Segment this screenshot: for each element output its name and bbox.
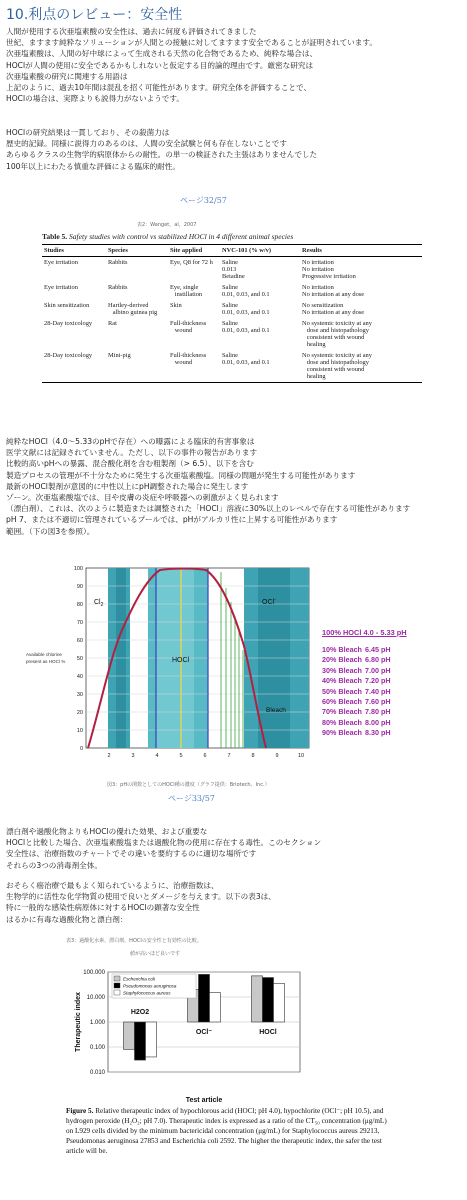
- fig3-ylabel-1: Available chlorine: [26, 652, 62, 657]
- fig3-legend-ph: 8.30 pH: [365, 728, 391, 738]
- fig3-legend-ph: 7.80 pH: [365, 707, 391, 717]
- fig3-legend-label: 90% Bleach: [322, 728, 362, 738]
- table-header-cell: Studies: [42, 245, 106, 257]
- svg-text:70: 70: [76, 620, 83, 626]
- text-line: 最新のHOCl製剤が意図的に中性以上にpH調整された場合に発生します: [6, 481, 249, 491]
- fig3-legend-ph: 7.20 pH: [365, 676, 391, 686]
- paragraph-therapeutic-intro: [6, 826, 462, 871]
- fig5-y-tick: 1.000: [89, 1020, 105, 1026]
- fig3-legend-header: 100% HOCl 4.0 - 5.33 pH: [322, 628, 407, 637]
- fig5-legend-label: Staphylococcus aureus: [123, 990, 171, 996]
- fig3-legend-item: [322, 718, 407, 728]
- fig5-legend-label: Escherichia coli: [123, 976, 155, 982]
- text-line: HOClの研究結果は一貫しており、その殺菌力は: [6, 128, 170, 137]
- page-title: 10.利点のレビュー：安全性: [6, 7, 183, 23]
- svg-text:20: 20: [76, 710, 83, 716]
- fig5-y-tick: 100.000: [83, 970, 105, 976]
- fig3-label-ocl: OCl-: [262, 597, 276, 606]
- text-line: 100年以上にわたる慎重な評価による臨床的耐性。: [6, 161, 180, 171]
- fig3-legend-item: [322, 728, 407, 738]
- table-cell: No sensitization No irritation at any dose: [302, 302, 365, 316]
- fig5-legend-swatch: [114, 990, 120, 995]
- fig5-bar: [199, 974, 210, 1022]
- table-5: [42, 232, 422, 383]
- fig3-legend-label: 40% Bleach: [322, 676, 362, 686]
- fig5-bar: [210, 993, 221, 1022]
- table-cell: Mini-pig: [106, 350, 168, 383]
- safety-studies-table: [42, 244, 422, 383]
- fig3-legend-item: [322, 645, 407, 655]
- table-cell: No irritation No irritation Progressive irritation: [302, 259, 356, 280]
- table-cell: Full-thickness wound: [168, 350, 220, 383]
- fig3-legend-item: [322, 697, 407, 707]
- table-header-cell: NVC-101 (% w/v): [220, 245, 300, 257]
- table-cell: Rabbits: [108, 259, 128, 266]
- fig5-y-tick: 10.000: [86, 995, 105, 1001]
- fig3-y-ticks: [74, 566, 83, 752]
- text-line: pH 7、または不適切に管理されているプールでは、pHがアルカリ性に上昇する可能性があります: [6, 515, 338, 525]
- table-cell: Skin: [170, 302, 182, 309]
- fig5-caption: [66, 1106, 394, 1156]
- fig3-label-hocl: HOCl: [172, 657, 190, 664]
- fig5-y-label: Therapeutic index: [75, 992, 82, 1052]
- fig5-x-label: Test article: [185, 1097, 223, 1102]
- fig5-y-tick: 0.010: [89, 1070, 105, 1076]
- text-line: 次亜塩素酸の研究に関連する用語は: [6, 71, 128, 81]
- fig3-legend-label: 30% Bleach: [322, 665, 362, 675]
- fig5-category-label: H2O2: [130, 1009, 150, 1016]
- fig5-category-label: HOCl: [259, 1029, 277, 1036]
- text-line: 安全性は、治療指数のチャートでその違いを要約するのに適切な場所です: [6, 849, 257, 859]
- table-row: [42, 318, 422, 350]
- svg-text:60: 60: [76, 638, 83, 644]
- table-cell: Skin sensitization: [44, 302, 90, 309]
- text-line: 歴史的記録。同様に説得力のあるのは、人間の安全試験と何も存在しないことです: [6, 139, 287, 149]
- svg-text:10: 10: [76, 728, 83, 734]
- svg-text:2: 2: [107, 753, 111, 759]
- table-cell: Eye, single instillation: [170, 284, 203, 298]
- fig3-legend-label: 60% Bleach: [322, 697, 362, 707]
- table-cell: Saline 0.01, 0.03, and 0.1: [220, 350, 300, 383]
- paragraph-safety-history: [6, 26, 462, 104]
- fig5-category-label: OCl⁻: [195, 1029, 213, 1036]
- svg-text:80: 80: [76, 602, 83, 608]
- paragraph-therapeutic-index: [6, 880, 462, 925]
- fig5-y-tick: 0.100: [89, 1045, 105, 1051]
- table-5-title-text: Safety studies with control vs stabilized HOCl in 4 different animal species: [69, 232, 294, 241]
- text-line: 生物学的に活性な化学物質の使用で良いとダメージを与えます。以下の表3は、: [6, 892, 276, 902]
- text-line: あらゆるクラスの生物学的病原体からの耐性。の単一の検証された主張はありませんでした: [6, 150, 318, 160]
- table-cell: 28-Day toxicology: [44, 320, 93, 327]
- fig5-caption-label: Figure 5.: [66, 1107, 94, 1115]
- table-cell: Saline 0.013 Betadine: [222, 259, 245, 280]
- fig3-legend-item: [322, 676, 407, 686]
- fig5-legend-label: Pseudomonas aeruginosa: [123, 983, 177, 989]
- table-cell: Eye irritation: [44, 259, 78, 266]
- table-cell: Saline 0.01, 0.03, and 0.1: [222, 284, 270, 298]
- table-cell: 28-Day toxicology: [42, 350, 106, 383]
- table-cell: Rabbits: [108, 284, 128, 291]
- fig3-legend-label: 20% Bleach: [322, 655, 362, 665]
- svg-text:4: 4: [155, 753, 159, 759]
- text-line: HOClの場合は、実際よりも説得力がないようです。: [6, 94, 184, 104]
- table-cell: Hartley-derived albino guinea pig: [108, 302, 158, 316]
- table-row: [42, 350, 422, 383]
- table-row: [42, 300, 422, 318]
- fig3-legend-ph: 6.45 pH: [365, 645, 391, 654]
- table-cell: No systemic toxicity at any dose and histopathology consistent with wound healing: [302, 320, 372, 348]
- table-cell: Eye, Q8 for 72 h: [170, 259, 213, 266]
- text-line: 世紀、ますます純粋なソリューションが人間との接触に対してますます安全であることが証明されています。: [6, 38, 377, 48]
- fig5-bar: [274, 983, 285, 1022]
- fig5-bar: [263, 978, 274, 1022]
- fig3-legend-ph: 7.60 pH: [365, 697, 391, 707]
- fig3-legend-ph: 6.80 pH: [365, 655, 391, 665]
- text-line: 特に一般的な感染性病原体に対するHOClの顕著な安全性: [6, 903, 200, 913]
- svg-text:0: 0: [79, 746, 83, 752]
- text-line: おそらく癌治療で最もよく知られているように、治療指数は、: [6, 881, 219, 890]
- table-header-cell: Results: [300, 245, 422, 257]
- table-caption: 表2：Wanget，al，2007: [137, 222, 197, 228]
- table-row: [42, 282, 422, 300]
- fig5-bar: [124, 1022, 135, 1049]
- table-5-label: Table 5.: [42, 232, 68, 241]
- table-header-cell: Species: [106, 245, 168, 257]
- text-line: ゾーン。次亜塩素酸塩では、目や皮膚の炎症や呼吸器への刺激がよく見られます: [6, 493, 279, 503]
- fig3-legend-label: 10% Bleach: [322, 645, 362, 654]
- fig3-x-ticks: [107, 753, 304, 759]
- svg-text:3: 3: [131, 753, 135, 759]
- fig3-legend-label: 80% Bleach: [322, 717, 362, 727]
- table-cell: No irritation No irritation at any dose: [302, 284, 365, 298]
- fig3-legend-ph: 8.00 pH: [365, 717, 391, 727]
- svg-text:10: 10: [297, 753, 305, 759]
- fig3-legend-ph: 7.00 pH: [365, 665, 391, 675]
- fig3-legend-item: [322, 655, 407, 665]
- svg-text:6: 6: [203, 753, 207, 759]
- text-line: 純粋なHOCl（4.0〜5.33のpHで存在）への曝露による臨床的有害事象は: [6, 437, 255, 446]
- text-line: 医学文献には記録されていません。ただし、以下の事件の報告があります: [6, 448, 258, 458]
- text-line: 漂白剤や過酸化物よりもHOClの優れた効果、および重要な: [6, 827, 208, 836]
- text-line: 製造プロセスの管理が不十分なために発生する次亜塩素酸塩。同様の問題が発生する可能性があります: [6, 470, 356, 480]
- fig5-caption-text: Relative therapeutic index of hypochlorous acid (HOCl; pH 4.0), hypochlorite (OCl⁻; pH 10.5), and hydrogen peroxide (H₂O₂; pH 7.0). Therapeutic index is expressed as a ratio of the CT₅₀ concentration (μg/mL) on L929 cells divided by the minimum bactericidal concentration (μg/mL) for Staphylococcus aureus 29213, Pseudomonas aeruginosa 27853 and Escherichia coli 2592. The higher the therapeutic index, the safer the test article will be.: [66, 1107, 387, 1155]
- fig3-legend: [322, 628, 407, 739]
- paragraph-adverse-events: [6, 436, 462, 537]
- text-line: それらの3つの消毒剤全体。: [6, 860, 102, 870]
- text-line: HOClと比較した場合、次亜塩素酸塩または過酸化物の使用に存在する毒性。このセクション: [6, 838, 322, 848]
- svg-text:100: 100: [73, 566, 83, 572]
- text-line: 上記のように、過去10年間は混乱を招く可能性があります。研究全体を評価することで、: [6, 83, 312, 93]
- fig5-therapeutic-chart: [0, 962, 467, 1102]
- fig5-bar: [146, 1022, 157, 1057]
- fig3-legend-ph: 7.40 pH: [365, 686, 391, 696]
- text-line: 範囲。（下の図3を参照）。: [6, 526, 95, 536]
- fig5-legend-swatch: [114, 976, 120, 981]
- svg-text:50: 50: [76, 656, 83, 662]
- text-line: HOClが人間の使用に安全であるかもしれないと仮定する目的論的理由です。厳密な研究は: [6, 60, 314, 70]
- fig3-ylabel-2: present as HOCl %: [26, 659, 66, 664]
- fig3-label-bleach: Bleach: [266, 707, 286, 714]
- table-cell: Full-thickness wound: [170, 320, 207, 334]
- fig5-bar: [252, 976, 263, 1022]
- svg-text:90: 90: [76, 584, 83, 590]
- table-5-title: [42, 232, 422, 241]
- table-cell: No systemic toxicity at any dose and histopathology consistent with wound healing: [300, 350, 422, 383]
- table-cell: Saline 0.01, 0.03, and 0.1: [222, 320, 270, 334]
- text-line: 比較的高いpHへの暴露、混合酸化剤を含む粗製剤（> 6.5）、以下を含む: [6, 459, 254, 469]
- svg-text:7: 7: [227, 753, 231, 759]
- fig3-legend-item: [322, 666, 407, 676]
- paragraph-hocl-results: [6, 127, 462, 172]
- page-number: ページ33/57: [168, 794, 215, 803]
- fig3-legend-label: 50% Bleach: [322, 686, 362, 696]
- table-row: [42, 257, 422, 283]
- svg-text:9: 9: [275, 753, 279, 759]
- fig5-bar: [135, 1022, 146, 1060]
- svg-text:30: 30: [76, 692, 83, 698]
- text-line: 人間が使用する次亜塩素酸の安全性は、過去に何度も評価されてきました: [6, 27, 257, 36]
- fig3-caption: 図3：pHの関数としてのHOCl種の濃度（グラフ提供：Briotech、Inc.）: [107, 782, 270, 788]
- table-header-cell: Site applied: [168, 245, 220, 257]
- table-cell: Saline 0.01, 0.03, and 0.1: [222, 302, 270, 316]
- fig5-legend-swatch: [114, 983, 120, 988]
- fig3-label-cl2: $Cl_2$: [94, 599, 104, 608]
- svg-text:40: 40: [76, 674, 83, 680]
- fig5-top-caption: 表3：過酸化水素、漂白剤、HOClの安全性と有効性の比較。: [66, 938, 202, 944]
- text-line: 次亜塩素酸は、人間の好中球によって生成される天然の化合物であるため、純粋な場合は、: [6, 49, 318, 59]
- text-line: はるかに有毒な過酸化物と漂白剤：: [6, 914, 128, 924]
- table-cell: Eye irritation: [44, 284, 78, 291]
- fig5-subcaption: 値が高いほど良いです: [130, 951, 181, 957]
- fig3-legend-item: [322, 707, 407, 717]
- fig3-legend-item: [322, 687, 407, 697]
- table-cell: Rat: [108, 320, 117, 327]
- fig3-legend-label: 70% Bleach: [322, 707, 362, 717]
- svg-text:5: 5: [179, 753, 183, 759]
- svg-text:8: 8: [251, 753, 255, 759]
- page-number: ページ32/57: [180, 196, 227, 205]
- text-line: （漂白剤）、これは、次のように製造または調整された「HOCl」溶液に30%以上のレベルで存在する可能性があります: [6, 504, 411, 514]
